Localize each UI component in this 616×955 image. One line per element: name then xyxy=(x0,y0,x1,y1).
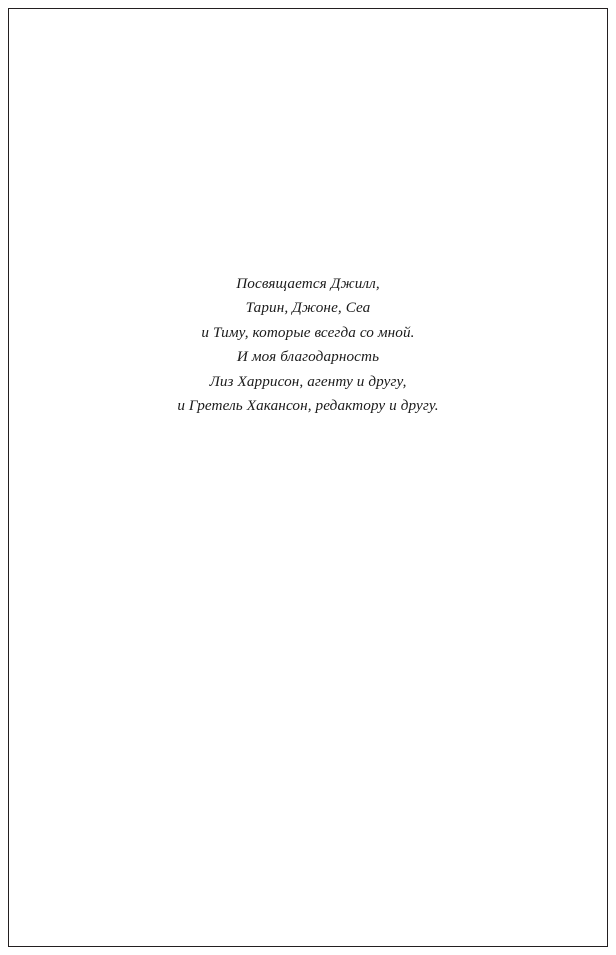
dedication-line-6: и Гретель Хакансон, редактору и другу. xyxy=(177,397,439,415)
dedication-line-1: Посвящается Джилл, xyxy=(236,275,380,292)
dedication-line-4: И моя благодарность xyxy=(236,348,380,366)
dedication-line-5: Лиз Харрисон, агенту и другу, xyxy=(209,372,407,390)
dedication-line-3: и Тиму, которые всегда со мной. xyxy=(201,323,415,341)
dedication-line-2: Тарин, Джоне, Сеа xyxy=(245,299,371,317)
dedication-block xyxy=(98,272,518,418)
